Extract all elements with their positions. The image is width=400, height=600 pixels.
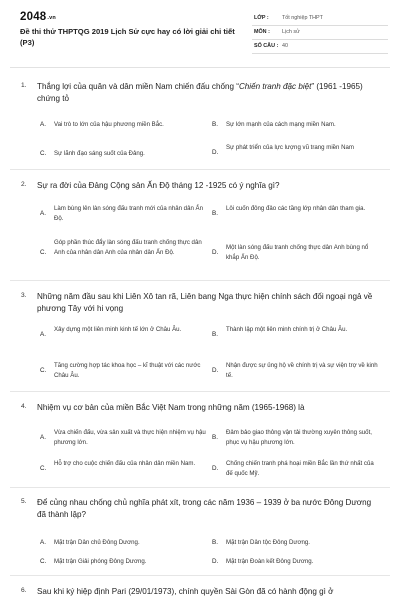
question-text-emphasis: Chiến tranh đặc biệt xyxy=(238,82,312,91)
option-text: Thành lập một liên minh chính trị ở Châu Âu. xyxy=(226,326,348,333)
question-text: Nhiệm vụ cơ bản của miền Bắc Việt Nam trong những năm (1965-1968) là xyxy=(37,403,305,412)
option-text: Vừa chiến đấu, vừa sản xuất và thực hiện nhiệm vụ hậu phương lớn. xyxy=(54,429,206,446)
question-number: 1. xyxy=(21,82,27,89)
option-text: Sự lãnh đạo sáng suốt của Đảng. xyxy=(54,150,145,157)
option-letter: A. xyxy=(40,539,46,546)
question-text: Sau khi ký hiệp định Pari (29/01/1973), chính quyền Sài Gòn đã có hành động gì ở xyxy=(37,587,334,596)
question-text: Sự ra đời của Đảng Cộng sản Ấn Độ tháng 12 -1925 có ý nghĩa gì? xyxy=(37,181,280,190)
option-letter: C. xyxy=(40,465,47,472)
meta-value: Tốt nghiệp THPT xyxy=(282,15,323,21)
meta-label: MÔN : xyxy=(254,29,270,35)
option-text: Vai trò to lớn của hậu phương miền Bắc. xyxy=(54,121,164,128)
question-divider xyxy=(10,575,390,576)
question-number: 6. xyxy=(21,587,27,594)
option-text: Mặt trận Giải phóng Đông Dương. xyxy=(54,558,147,565)
option-letter: D. xyxy=(212,558,219,565)
option-letter: C. xyxy=(40,150,47,157)
logo-suffix: .vn xyxy=(47,15,56,21)
option-text: Sự lớn mạnh của cách mạng miền Nam. xyxy=(226,121,336,128)
option-letter: A. xyxy=(40,210,46,217)
meta-row-subject xyxy=(252,26,388,40)
option-letter: A. xyxy=(40,331,46,338)
option-text: Một làn sóng đấu tranh chống thực dân Anh bùng nổ khắp Ấn Độ. xyxy=(226,244,369,261)
meta-row-question-count xyxy=(252,40,388,54)
question-number: 4. xyxy=(21,403,27,410)
option-letter: B. xyxy=(212,210,218,217)
option-letter: B. xyxy=(212,331,218,338)
option-text: Làm bùng lên làn sóng đấu tranh mới của nhân dân Ấn Độ. xyxy=(54,205,203,222)
option-text: Mặt trận Dân tộc Đông Dương. xyxy=(226,539,310,546)
option-text: Chống chiến tranh phá hoại miền Bắc lần thứ nhất của đế quốc Mỹ. xyxy=(226,460,374,477)
option-text: Sự phát triển của lực lượng vũ trang miền Nam xyxy=(226,144,355,151)
question-number: 2. xyxy=(21,181,27,188)
option-letter: A. xyxy=(40,121,46,128)
option-letter: C. xyxy=(40,367,47,374)
option-text: Nhận được sự ủng hộ về chính trị và sự viện trợ về kinh tế. xyxy=(226,362,378,379)
header-divider xyxy=(10,67,390,68)
meta-label: SỐ CÂU : xyxy=(254,43,279,49)
question-divider xyxy=(10,487,390,488)
option-text: Tăng cường hợp tác khoa học – kĩ thuật với các nước Châu Âu. xyxy=(54,362,201,379)
option-letter: B. xyxy=(212,434,218,441)
logo-text: 2048 xyxy=(20,11,47,23)
option-letter: C. xyxy=(40,558,47,565)
question-text: Để củng nhau chống chủ nghĩa phát xít, trong các năm 1936 – 1939 ở ba nước Đông Dương đã thành lập? xyxy=(37,498,372,519)
site-logo[interactable] xyxy=(20,11,56,23)
option-letter: D. xyxy=(212,149,219,156)
meta-label: LỚP : xyxy=(254,15,269,21)
option-letter: D. xyxy=(212,465,219,472)
option-text: Xây dựng một liên minh kinh tế lớn ở Châu Âu. xyxy=(54,326,182,333)
option-letter: B. xyxy=(212,539,218,546)
option-letter: C. xyxy=(40,249,47,256)
question-divider xyxy=(10,169,390,170)
option-text: Lôi cuốn đông đảo các tầng lớp nhân dân tham gia. xyxy=(226,205,366,212)
option-text: Mặt trận Đoàn kết Đông Dương. xyxy=(226,558,314,565)
question-divider xyxy=(10,391,390,392)
question-text xyxy=(37,81,382,105)
meta-value: 40 xyxy=(282,43,288,49)
meta-value: Lịch sử xyxy=(282,29,300,35)
document-title: Đề thi thử THPTQG 2019 Lịch Sử cực hay có lời giải chi tiết (P3) xyxy=(20,27,235,47)
option-text: Mặt trận Dân chủ Đông Dương. xyxy=(54,539,140,546)
document-meta xyxy=(252,12,388,54)
option-text: Góp phần thúc đẩy làn sóng đấu tranh chống thực dân Anh của nhân dân Anh của nhân dân Ấn Độ. xyxy=(54,239,202,256)
option-text: Đảm bảo giao thông vận tải thường xuyên thông suốt, phục vụ hậu phương lớn. xyxy=(226,429,372,446)
option-letter: D. xyxy=(212,249,219,256)
question-number: 5. xyxy=(21,498,27,505)
option-letter: A. xyxy=(40,434,46,441)
option-text: Hỗ trợ cho cuộc chiến đấu của nhân dân miền Nam. xyxy=(54,460,196,467)
option-letter: B. xyxy=(212,121,218,128)
question-number: 3. xyxy=(21,292,27,299)
meta-row-class xyxy=(252,12,388,26)
question-text: Những năm đầu sau khi Liên Xô tan rã, Liên bang Nga thực hiện chính sách đối ngoại ngả về phương Tây với hi vọng xyxy=(37,292,373,313)
document-header xyxy=(0,0,400,62)
question-text-part: ” (1961 -1965) chứng tỏ xyxy=(37,82,363,103)
question-divider xyxy=(10,280,390,281)
option-letter: D. xyxy=(212,367,219,374)
question-text-part: Thắng lợi của quân và dân miền Nam chiến đấu chống “ xyxy=(37,82,239,91)
